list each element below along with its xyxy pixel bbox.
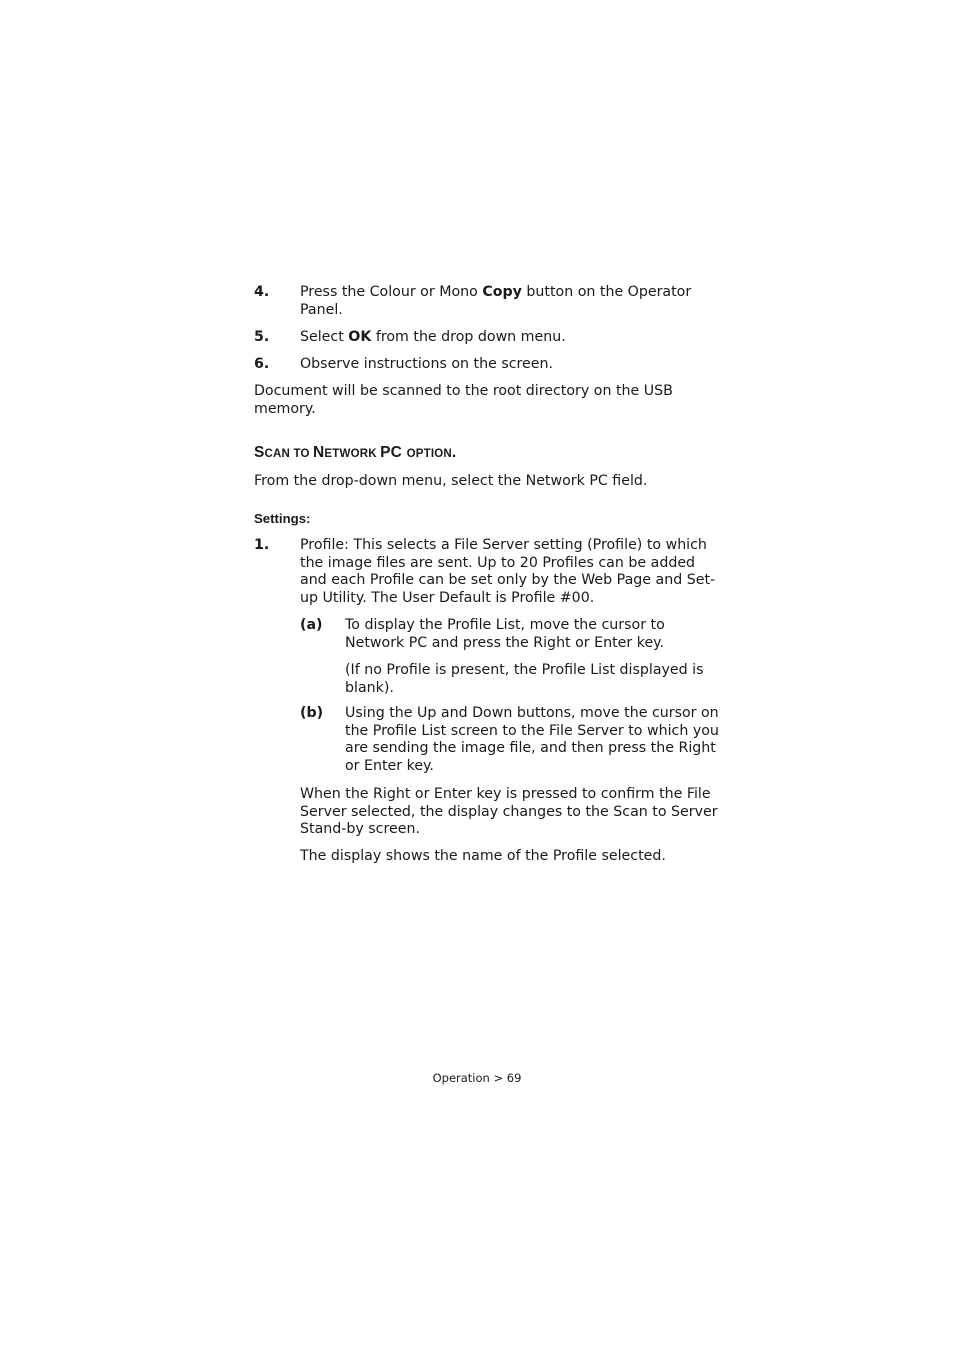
page-footer: Operation > 69 xyxy=(432,1071,522,1085)
sub-step-number: (b) xyxy=(300,705,324,721)
step-text: Press the Colour or Mono Copy button on the Operator Panel. xyxy=(300,284,692,318)
step-text: Select OK from the drop down menu. xyxy=(300,329,566,345)
sub-step-text: Using the Up and Down buttons, move the cursor on the Profile List screen to the File Server to which you are sending the image file, and then press the Right or Enter key. xyxy=(345,705,719,774)
usb-note: Document will be scanned to the root directory on the USB memory. xyxy=(254,383,673,417)
display-paragraph: The display shows the name of the Profile selected. xyxy=(300,848,666,864)
confirm-paragraph: When the Right or Enter key is pressed to confirm the File Server selected, the display changes to the Scan to Server Stand-by screen. xyxy=(300,786,718,838)
sub-step-text: To display the Profile List, move the cursor to Network PC and press the Right or Enter key. xyxy=(345,617,665,651)
settings-label: Settings: xyxy=(254,511,311,526)
ok-label: OK xyxy=(348,329,372,345)
copy-button-label: Copy xyxy=(482,284,522,300)
step-number: 6. xyxy=(254,356,270,372)
section-heading: SCAN TO NETWORK PC OPTION. xyxy=(254,444,457,461)
step-number: 1. xyxy=(254,537,270,553)
section-intro: From the drop-down menu, select the Network PC field. xyxy=(254,473,648,489)
sub-step-a-note: (If no Profile is present, the Profile List displayed is blank). xyxy=(345,662,704,696)
step-number: 4. xyxy=(254,284,270,300)
step-text: Observe instructions on the screen. xyxy=(300,356,553,372)
step-text: Profile: This selects a File Server setting (Profile) to which the image files are sent. Up to 20 Profiles can be added and each Profile can be set only by the Web Page and Set-up Utility. The User Default is Profile #00. xyxy=(300,537,716,606)
step-number: 5. xyxy=(254,329,270,345)
sub-step-number: (a) xyxy=(300,617,323,633)
